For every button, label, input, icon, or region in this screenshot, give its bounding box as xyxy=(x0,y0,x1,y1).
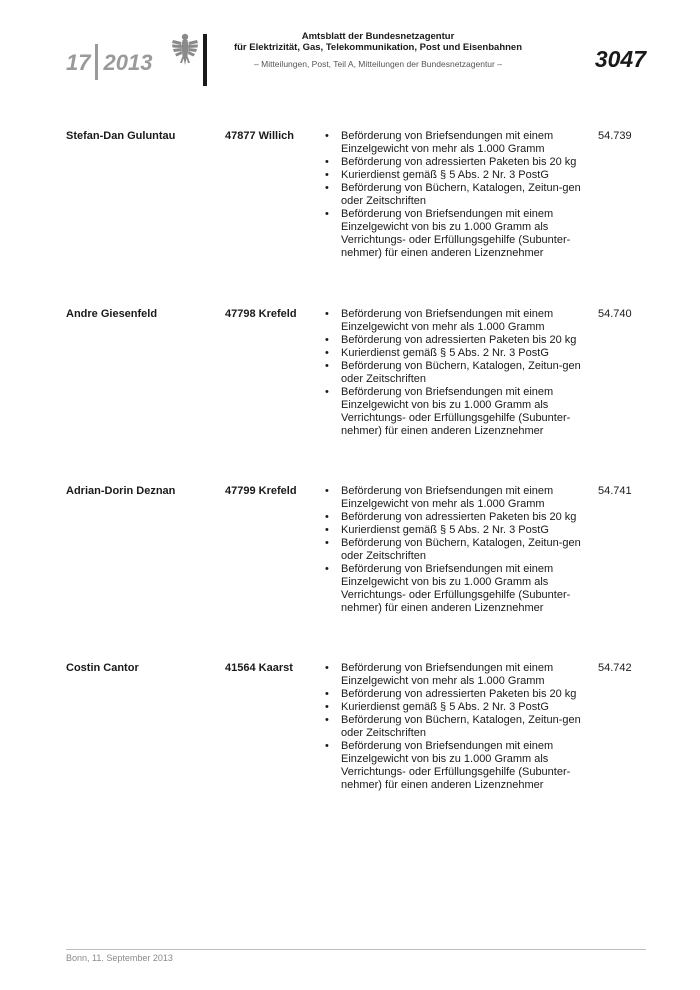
service-item: • Beförderung von adressierten Paketen bis 20 kg xyxy=(324,334,590,347)
page-number: 3047 xyxy=(594,46,646,72)
journal-subtitle: – Mitteilungen, Post, Teil A, Mitteilungen der Bundesnetzagentur – xyxy=(254,59,502,69)
service-item: • Beförderung von Büchern, Katalogen, Zeitun-gen oder Zeitschriften xyxy=(324,537,590,563)
issue-divider xyxy=(95,44,98,80)
footer-date: Bonn, 11. September 2013 xyxy=(66,953,173,963)
federal-eagle-icon xyxy=(171,32,199,66)
service-item: • Beförderung von Briefsendungen mit einem Einzelgewicht von mehr als 1.000 Gramm xyxy=(324,130,590,156)
service-item: • Beförderung von Briefsendungen mit einem Einzelgewicht von mehr als 1.000 Gramm xyxy=(324,662,590,688)
service-item: • Beförderung von Büchern, Katalogen, Zeitun-gen oder Zeitschriften xyxy=(324,182,590,208)
licensee-city: 47798 Krefeld xyxy=(225,308,297,320)
service-item: • Beförderung von adressierten Paketen bis 20 kg xyxy=(324,688,590,701)
licensee-city: 47799 Krefeld xyxy=(225,485,297,497)
issue-number: 17 xyxy=(66,50,91,75)
journal-title xyxy=(228,31,528,53)
service-item: • Beförderung von Briefsendungen mit einem Einzelgewicht von bis zu 1.000 Gramm als Verrichtungs- oder Erfüllungsgehilfe (Subunter-nehmer) für einen anderen Lizenznehmer xyxy=(324,563,590,615)
service-item: • Beförderung von Briefsendungen mit einem Einzelgewicht von bis zu 1.000 Gramm als Verrichtungs- oder Erfüllungsgehilfe (Subunter-nehmer) für einen anderen Lizenznehmer xyxy=(324,740,590,792)
service-item: • Kurierdienst gemäß § 5 Abs. 2 Nr. 3 PostG xyxy=(324,701,590,714)
service-list xyxy=(324,485,590,615)
journal-title-line-2: für Elektrizität, Gas, Telekommunikation, Post und Eisenbahnen xyxy=(233,42,523,53)
licensee-name: Costin Cantor xyxy=(66,662,139,674)
service-item: • Beförderung von adressierten Paketen bis 20 kg xyxy=(324,511,590,524)
service-item: • Beförderung von Büchern, Katalogen, Zeitun-gen oder Zeitschriften xyxy=(324,360,590,386)
footer-divider xyxy=(66,949,646,950)
license-number: 54.740 xyxy=(598,308,632,320)
service-item: • Beförderung von Briefsendungen mit einem Einzelgewicht von bis zu 1.000 Gramm als Verrichtungs- oder Erfüllungsgehilfe (Subunter-nehmer) für einen anderen Lizenznehmer xyxy=(324,208,590,260)
service-item: • Beförderung von Briefsendungen mit einem Einzelgewicht von bis zu 1.000 Gramm als Verrichtungs- oder Erfüllungsgehilfe (Subunter-nehmer) für einen anderen Lizenznehmer xyxy=(324,386,590,438)
service-item: • Beförderung von Briefsendungen mit einem Einzelgewicht von mehr als 1.000 Gramm xyxy=(324,308,590,334)
emblem-divider xyxy=(203,34,207,86)
service-item: • Beförderung von Büchern, Katalogen, Zeitun-gen oder Zeitschriften xyxy=(324,714,590,740)
issue-label xyxy=(66,44,152,86)
service-list xyxy=(324,130,590,260)
service-item: • Beförderung von Briefsendungen mit einem Einzelgewicht von mehr als 1.000 Gramm xyxy=(324,485,590,511)
licensee-name: Adrian-Dorin Deznan xyxy=(66,485,176,497)
licensee-name: Andre Giesenfeld xyxy=(66,308,158,320)
service-item: • Kurierdienst gemäß § 5 Abs. 2 Nr. 3 PostG xyxy=(324,169,590,182)
licensee-city: 47877 Willich xyxy=(225,130,294,142)
service-item: • Kurierdienst gemäß § 5 Abs. 2 Nr. 3 PostG xyxy=(324,524,590,537)
license-number: 54.741 xyxy=(598,485,632,497)
service-list xyxy=(324,308,590,438)
issue-year: 2013 xyxy=(103,50,153,75)
service-list xyxy=(324,662,590,792)
licensee-city: 41564 Kaarst xyxy=(225,662,293,674)
license-number: 54.739 xyxy=(598,130,632,142)
journal-title-line-1: Amtsblatt der Bundesnetzagentur xyxy=(301,31,455,42)
licensee-name: Stefan-Dan Guluntau xyxy=(66,130,176,142)
license-number: 54.742 xyxy=(598,662,632,674)
service-item: • Kurierdienst gemäß § 5 Abs. 2 Nr. 3 PostG xyxy=(324,347,590,360)
service-item: • Beförderung von adressierten Paketen bis 20 kg xyxy=(324,156,590,169)
